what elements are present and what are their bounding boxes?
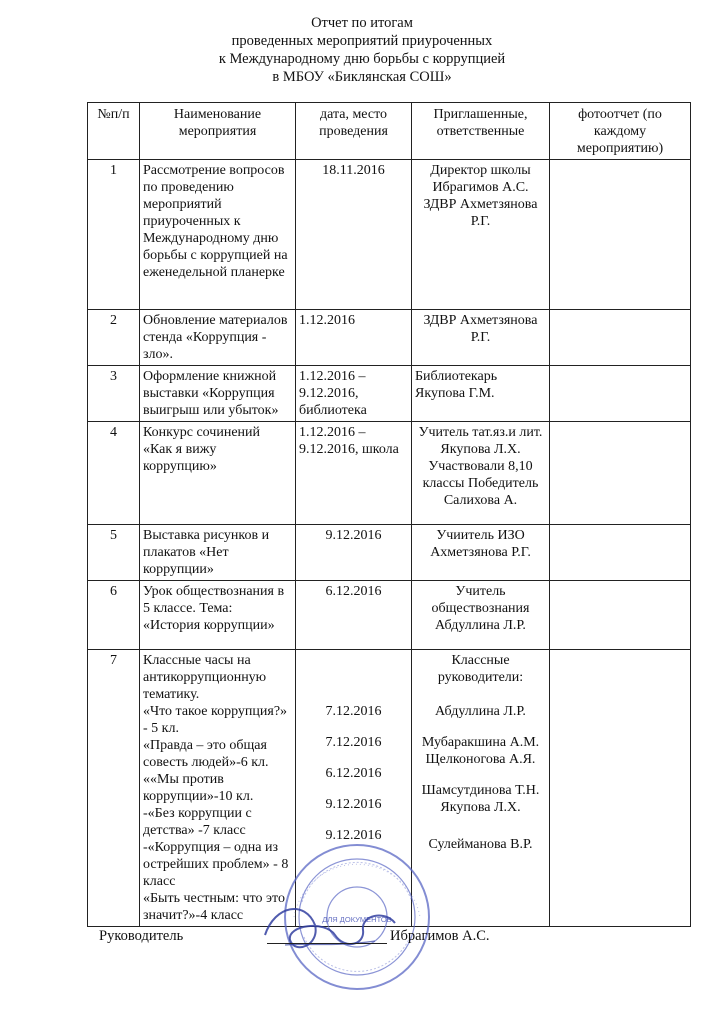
row-date: 9.12.2016 <box>296 525 412 581</box>
row-invited: Учитель обществознания Абдуллина Л.Р. <box>412 581 550 650</box>
report-title <box>0 14 724 86</box>
row-date: 1.12.2016 <box>296 310 412 366</box>
row-photo <box>550 310 691 366</box>
class-hour-item: «Быть честным: что это значит?»-4 класс <box>143 891 285 923</box>
row-name: Конкурс сочинений «Как я вижу коррупцию» <box>140 422 296 525</box>
row-name <box>140 650 296 927</box>
row-photo <box>550 525 691 581</box>
signature-name: Ибрагимов А.С. <box>390 928 490 944</box>
row-num: 1 <box>88 160 140 310</box>
class-hour-item: ««Мы против коррупции»-10 кл. <box>143 772 254 804</box>
signature-role: Руководитель <box>99 928 184 944</box>
class-hour-date: 9.12.2016 <box>325 797 382 812</box>
header-invited: Приглашенные, ответственные <box>412 103 550 160</box>
row-photo <box>550 581 691 650</box>
table-row <box>88 581 691 650</box>
row-name: Оформление книжной выставки «Коррупция выигрыш или убыток» <box>140 366 296 422</box>
header-date: дата, место проведения <box>296 103 412 160</box>
class-teacher: Мубаракшина А.М. <box>421 735 540 750</box>
row-invited: ЗДВР Ахметзянова Р.Г. <box>412 310 550 366</box>
row-photo <box>550 650 691 927</box>
row-name: Рассмотрение вопросов по проведению мероприятий приуроченных к Международному дню борьбы с коррупцией на еженедельной планерке <box>140 160 296 310</box>
row-date: 1.12.2016 – 9.12.2016, школа <box>296 422 412 525</box>
table-row <box>88 160 691 310</box>
row-invited: Учиитель ИЗО Ахметзянова Р.Г. <box>412 525 550 581</box>
class-hour-date: 9.12.2016 <box>325 828 382 843</box>
row-num: 2 <box>88 310 140 366</box>
row-name: Выставка рисунков и плакатов «Нет коррупции» <box>140 525 296 581</box>
header-num: №п/п <box>88 103 140 160</box>
row-num: 5 <box>88 525 140 581</box>
stamp-center-text: ДЛЯ ДОКУМЕНТОВ <box>322 915 392 924</box>
row-invited: Учитель тат.яз.и лит. Якупова Л.Х. Участвовали 8,10 классы Победитель Салихова А. <box>412 422 550 525</box>
row-date: 1.12.2016 – 9.12.2016, библиотека <box>296 366 412 422</box>
row-date: 18.11.2016 <box>296 160 412 310</box>
header-name: Наименование мероприятия <box>140 103 296 160</box>
title-line-3: к Международному дню борьбы с коррупцией <box>218 51 506 67</box>
signature-block <box>99 928 599 950</box>
class-hour-date: 7.12.2016 <box>325 735 382 750</box>
class-teacher: Якупова Л.Х. <box>440 800 521 815</box>
row-invited: Директор школы Ибрагимов А.С. ЗДВР Ахметзянова Р.Г. <box>412 160 550 310</box>
table-row <box>88 422 691 525</box>
row-date: 6.12.2016 <box>296 581 412 650</box>
row-photo <box>550 160 691 310</box>
signature-line <box>267 943 387 944</box>
title-line-2: проведенных мероприятий приуроченных <box>231 33 493 49</box>
table-header-row <box>88 103 691 160</box>
class-teacher: Щелконогова А.Я. <box>425 752 536 767</box>
row-name: Урок обществознания в 5 классе. Тема: «История коррупции» <box>140 581 296 650</box>
row-num: 6 <box>88 581 140 650</box>
class-hour-item: «Правда – это общая совесть людей»-6 кл. <box>143 738 269 770</box>
class-hour-date: 7.12.2016 <box>325 704 382 719</box>
class-hour-item: -«Без коррупции с детства» -7 класс <box>143 806 252 838</box>
row-invited <box>412 650 550 927</box>
row-photo <box>550 366 691 422</box>
class-teacher: Сулейманова В.Р. <box>428 837 533 852</box>
row-invited: Библиотекарь Якупова Г.М. <box>412 366 550 422</box>
row-photo <box>550 422 691 525</box>
class-hour-item: -«Коррупция – одна из острейших проблем» - 8 класс <box>143 840 289 889</box>
table-row <box>88 366 691 422</box>
class-teachers-head: Классные руководители: <box>437 653 524 685</box>
title-line-4: в МБОУ «Биклянская СОШ» <box>272 69 452 85</box>
table-row <box>88 310 691 366</box>
events-table <box>87 102 691 927</box>
row-num: 3 <box>88 366 140 422</box>
class-hour-item: «Что такое коррупция?» - 5 кл. <box>143 704 288 736</box>
class-hours-intro: Классные часы на антикоррупционную тематику. <box>143 653 267 702</box>
table-row <box>88 525 691 581</box>
class-teacher: Шамсутдинова Т.Н. <box>421 783 540 798</box>
title-line-1: Отчет по итогам <box>311 15 413 31</box>
class-teacher: Абдуллина Л.Р. <box>435 704 526 719</box>
header-photo: фотоотчет (по каждому мероприятию) <box>550 103 691 160</box>
row-num: 4 <box>88 422 140 525</box>
row-num: 7 <box>88 650 140 927</box>
row-name: Обновление материалов стенда «Коррупция - зло». <box>140 310 296 366</box>
class-hour-date: 6.12.2016 <box>325 766 382 781</box>
